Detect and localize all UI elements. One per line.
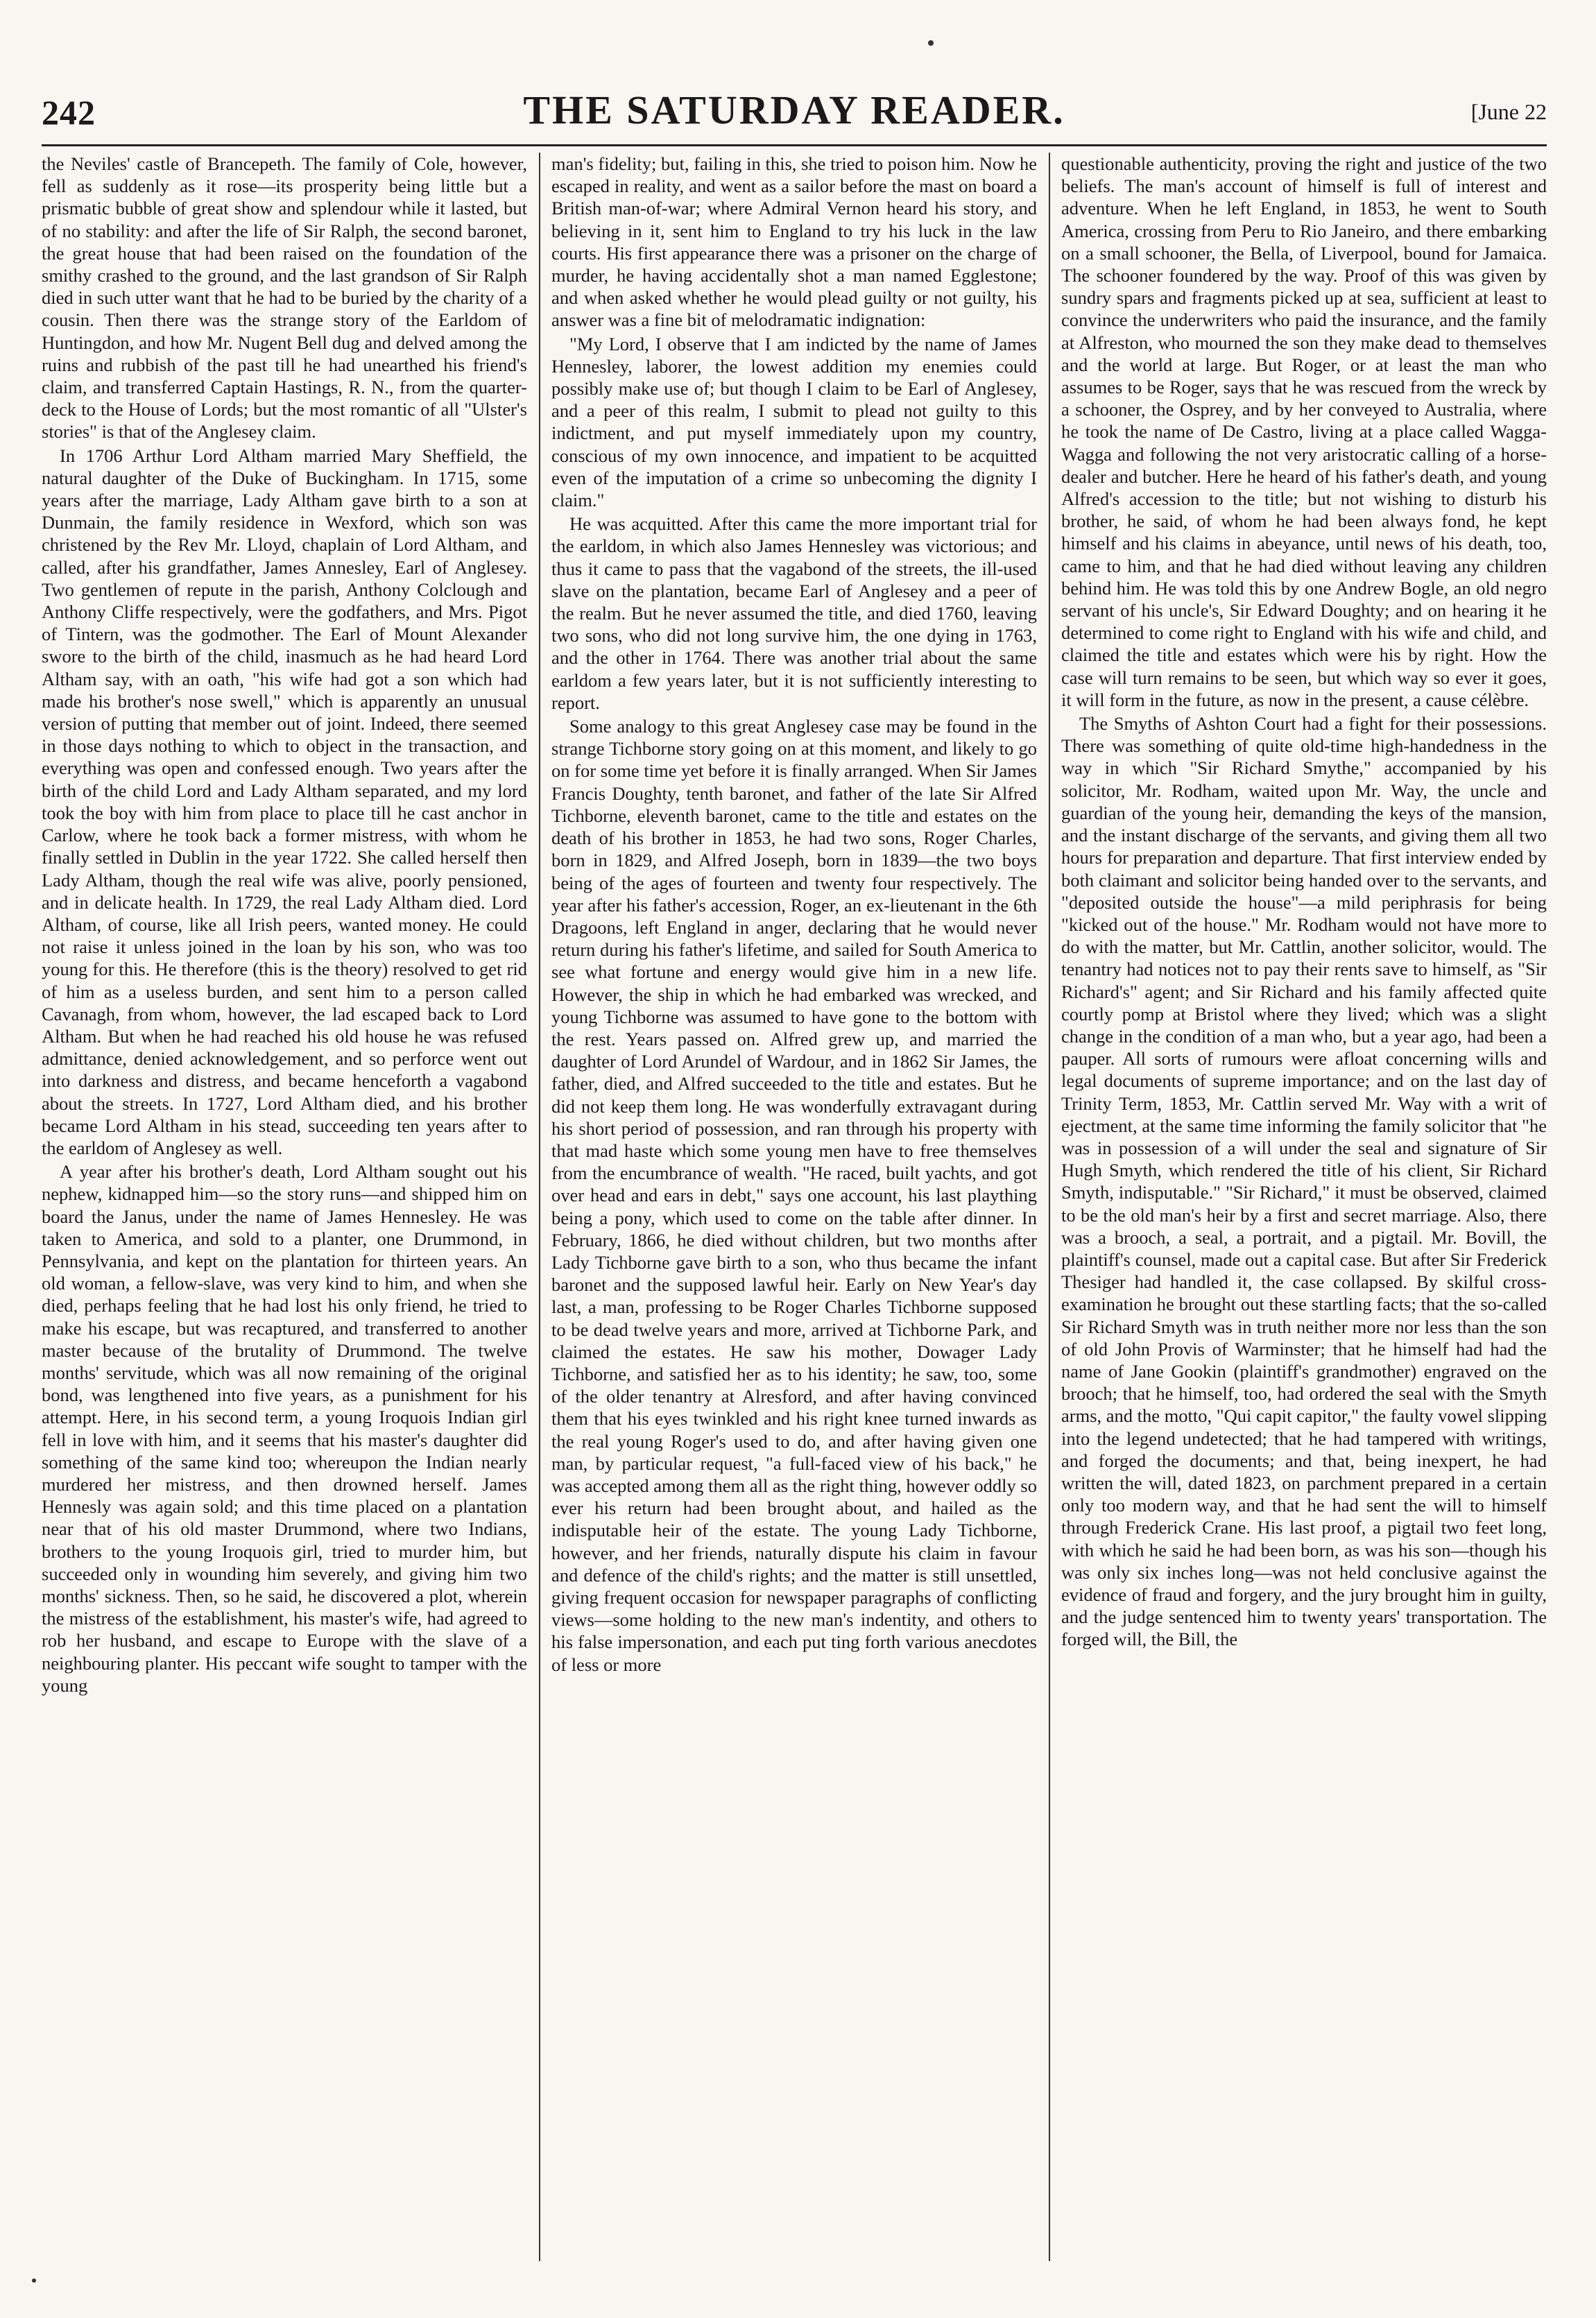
column-divider: [539, 153, 540, 2261]
paragraph: A year after his brother's death, Lord Altham sought out his nephew, kidnapped him—so the story runs—and shipped him on board the Janus, under the name of James Hennesley. He was taken to America, and sold to a planter, one Drummond, in Pennsylvania, and kept on the plantation for thirteen years. An old woman, a fellow-slave, was very kind to him, and when she died, perhaps feeling that he had lost his only friend, he tried to make his escape, but was recaptured, and transferred to another master because of the brutality of Drummond. The twelve months' servitude, which was all now remaining of the original bond, was lengthened into five years, as a punishment for his attempt. Here, in his second term, a young Iroquois Indian girl fell in love with him, and it seems that his master's daughter did something of the same kind too; whereupon the Indian nearly murdered her mistress, and then drowned herself. James Hennesly was again sold; and this time placed on a plantation near that of his old master Drummond, where two Indians, brothers to the young Iroquois girl, tried to murder him, but succeeded only in wounding him severely, and giving him two months' sickness. Then, so he said, he discovered a plot, wherein the mistress of the establishment, his master's wife, had agreed to rob her husband, and escape to Europe with the slave of a neighbouring planter. His peccant wife sought to tamper with the young: [42, 1161, 527, 1696]
column-divider: [1049, 153, 1050, 2261]
column-2: [551, 153, 1037, 2261]
issue-date: [June 22: [1470, 99, 1547, 124]
paragraph: "My Lord, I observe that I am indicted by the name of James Hennesley, laborer, the lowest addition my enemies could possibly make use of; but though I claim to be Earl of Anglesey, and a peer of this realm, I submit to plead not guilty to this indictment, and put myself immediately upon my country, conscious of my own innocence, and impatient to be acquitted even of the imputation of a crime so unbecoming the dignity I claim.": [551, 333, 1037, 511]
paragraph: the Neviles' castle of Brancepeth. The family of Cole, however, fell as suddenly as it rose—its prosperity being little but a prismatic bubble of great show and splendour while it lasted, but of no stability: and after the life of Sir Ralph, the second baronet, the great house that had been raised on the foundation of the smithy crashed to the ground, and the last grandson of Sir Ralph died in such utter want that he had to be buried by the charity of a cousin. Then there was the strange story of the Earldom of Huntingdon, and how Mr. Nugent Bell dug and delved among the ruins and rubbish of the past till he had unearthed his friend's claim, and transferred Captain Hastings, R. N., from the quarter-deck to the House of Lords; but the most romantic of all "Ulster's stories" is that of the Anglesey claim.: [42, 153, 527, 443]
paragraph: In 1706 Arthur Lord Altham married Mary Sheffield, the natural daughter of the Duke of Buckingham. In 1715, some years after the marriage, Lady Altham gave birth to a son at Dunmain, the family residence in Wexford, which son was christened by the Rev Mr. Lloyd, chaplain of Lord Altham, and called, after his grandfather, James Annesley, Earl of Anglesey. Two gentlemen of repute in the parish, Anthony Colclough and Anthony Cliffe respectively, were the godfathers, and Mrs. Pigot of Tintern, was the godmother. The Earl of Mount Alexander swore to the birth of the child, inasmuch as he had heard Lord Altham say, with an oath, "his wife had got a son which had made his brother's nose swell," which is apparently an unusual version of putting that member out of joint. Indeed, there seemed in those days nothing to which to object in the transaction, and everything was open and confessed enough. Two years after the birth of the child Lord and Lady Altham separated, and my lord took the boy with him from place to place till he cast anchor in Carlow, where he took back a former mistress, with whom he finally settled in Dublin in the year 1722. She called herself then Lady Altham, though the real wife was alive, poorly pensioned, and in delicate health. In 1729, the real Lady Altham died. Lord Altham, of course, like all Irish peers, wanted money. He could not raise it unless joined in the loan by his son, who was too young for this. He therefore (this is the theory) resolved to get rid of him as a useless burden, and sent him to a person called Cavanagh, from whom, however, the lad escaped back to Lord Altham. But when he had reached his old house he was refused admittance, denied acknowledgement, and so perforce went out into darkness and distress, and became henceforth a vagabond about the streets. In 1727, Lord Altham died, and his brother became Lord Altham in his stead, succeeding ten years after to the earldom of Anglesey as well.: [42, 445, 527, 1158]
article-body: [42, 153, 1547, 2261]
paragraph: Some analogy to this great Anglesey case may be found in the strange Tichborne story going on at this moment, and likely to go on for some time yet before it is finally arranged. When Sir James Francis Doughty, tenth baronet, and father of the late Sir Alfred Tichborne, eleventh baronet, came to the title and estates on the death of his brother in 1853, he had two sons, Roger Charles, born in 1829, and Alfred Joseph, born in 1839—the two boys being of the ages of fourteen and twenty four respectively. The year after his father's accession, Roger, an ex-lieutenant in the 6th Dragoons, left England in anger, declaring that he would never return during his father's lifetime, and sailed for South America to see what fortune and energy would give him in a new life. However, the ship in which he had embarked was wrecked, and young Tichborne was assumed to have gone to the bottom with the rest. Years passed on. Alfred grew up, and married the daughter of Lord Arundel of Wardour, and in 1862 Sir James, the father, died, and Alfred succeeded to the title and estates. But he did not keep them long. He was wonderfully extravagant during his short period of possession, and ran through his property with that mad haste which some young men have to free themselves from the encumbrance of wealth. "He raced, built yachts, and got over head and ears in debt," says one account, his last plaything being a pony, which used to come on the table after dinner. In February, 1866, he died without children, but two months after Lady Tichborne gave birth to a son, who thus became the infant baronet and the supposed lawful heir. Early on New Year's day last, a man, professing to be Roger Charles Tichborne supposed to be dead twelve years and more, arrived at Tichborne Park, and claimed the estates. He saw his mother, Dowager Lady Tichborne, and satisfied her as to his identity; he saw, too, some of the older tenantry at Alresford, and after having convinced them that his eyes twinkled and his right knee turned inwards as the real young Roger's used to do, and after having given one man, by particular request, "a full-faced view of his back," he was accepted among them all as the right thing, however oddly so ever his return had been brought about, and hailed as the indisputable heir of the estate. The young Lady Tichborne, however, and her friends, naturally dispute his claim in favour and defence of the child's rights; and the matter is still unsettled, giving frequent occasion for newspaper paragraphs of conflicting views—some holding to the new man's indentity, and others to his false impersonation, and each put ting forth various anecdotes of less or more: [551, 716, 1037, 1675]
print-mark: [928, 40, 934, 46]
paragraph: man's fidelity; but, failing in this, she tried to poison him. Now he escaped in reality, and went as a sailor before the mast on board a British man-of-war; where Admiral Vernon heard his story, and believing in it, sent him to England to try his luck in the law courts. His first appearance there was a prisoner on the charge of murder, he having accidentally shot a man named Egglestone; and when asked whether he would plead guilty or not guilty, his answer was a fine bit of melodramatic indignation:: [551, 153, 1037, 331]
column-3: [1061, 153, 1547, 2261]
page-header: [42, 87, 1547, 142]
page-number: 242: [42, 93, 96, 132]
paragraph: questionable authenticity, proving the right and justice of the two beliefs. The man's account of himself is full of interest and adventure. When he left England, in 1853, he went to South America, crossing from Peru to Rio Janeiro, and there embarking on a small schooner, the Bella, of Liverpool, bound for Jamaica. The schooner foundered by the way. Proof of this was given by sundry spars and fragments picked up at sea, sufficient at least to convince the underwriters who paid the insurance, and the family at Alfreston, who mourned the son they make dead to themselves and the world at large. But Roger, or at least the man who assumes to be Roger, says that he was rescued from the wreck by a schooner, the Osprey, and by her conveyed to Australia, where he took the name of De Castro, living at a place called Wagga-Wagga and following the not very aristocratic calling of a horse-dealer and butcher. Here he heard of his father's death, and young Alfred's accession to the title; but not wishing to disturb his brother, he said, of whom he had been always fond, he kept himself and his claims in abeyance, until news of his death, too, came to him, and that he had died without leaving any children behind him. He was told this by one Andrew Bogle, an old negro servant of his uncle's, Sir Edward Doughty; and on hearing it he determined to come right to England with his wife and child, and claimed the title and estates which were his by right. How the case will turn remains to be seen, but which way so ever it goes, it will form in the future, as now in the present, a cause célèbre.: [1061, 153, 1547, 710]
masthead-title: THE SATURDAY READER.: [523, 87, 1065, 132]
header-rule: [42, 144, 1547, 146]
print-mark: [32, 2278, 36, 2283]
paragraph: The Smyths of Ashton Court had a fight for their possessions. There was something of quite old-time high-handedness in the way in which "Sir Richard Smythe," accompanied by his solicitor, Mr. Rodham, waited upon Mr. Way, the uncle and guardian of the young heir, demanding the keys of the mansion, and the instant discharge of the servants, and giving them all two hours for preparation and departure. That first interview ended by both claimant and solicitor being handed over to the servants, and "deposited outside the house"—a mild periphrasis for being "kicked out of the house." Mr. Rodham would not have more to do with the matter, but Mr. Cattlin, another solicitor, would. The tenantry had notices not to pay their rents save to himself, as "Sir Richard's" agent; and Sir Richard and his family affected quite courtly pomp at Bristol where they lived; which was a slight change in the condition of a man who, but a year ago, had been a pauper. All sorts of rumours were afloat concerning wills and legal documents of supreme importance; and on the last day of Trinity Term, 1853, Mr. Cattlin served Mr. Way with a writ of ejectment, at the same time informing the family solicitor that "he was in possession of a will under the seal and signature of Sir Hugh Smyth, which rendered the title of his client, Sir Richard Smyth, indisputable." "Sir Richard," it must be observed, claimed to be the old man's heir by a first and secret marriage. Also, there was a brooch, a seal, a portrait, and a pigtail. Mr. Bovill, the plaintiff's counsel, made out a capital case. But after Sir Frederick Thesiger had handled it, the case collapsed. By skilful cross-examination he brought out these startling facts; that the so-called Sir Richard Smyth was in truth neither more nor less than the son of old John Provis of Warminster; that he himself had had the name of Jane Gookin (plaintiff's grandmother) engraved on the brooch; that he himself, too, had ordered the seal with the Smyth arms, and the motto, "Qui capit capitor," the faulty vowel slipping into the legend undetected; that he had tampered with writings, and forged the documents; and that, being inexpert, he had written the will, dated 1823, on parchment prepared in a certain only too modern way, and that he had sent the will to himself through Frederick Crane. His last proof, a pigtail two feet long, with which he said he had been born, as was his son—though his was only six inches long—was not held conclusive against the evidence of fraud and forgery, and the jury brought him in guilty, and the judge sentenced him to twenty years' transportation. The forged will, the Bill, the: [1061, 713, 1547, 1650]
paragraph: He was acquitted. After this came the more important trial for the earldom, in which also James Hennesley was victorious; and thus it came to pass that the vagabond of the streets, the ill-used slave on the plantation, became Earl of Anglesey and a peer of the realm. But he never assumed the title, and died 1760, leaving two sons, who did not long survive him, the one dying in 1763, and the other in 1764. There was another trial about the same earldom a few years later, but it is not sufficiently interesting to report.: [551, 513, 1037, 713]
column-1: [42, 153, 527, 2261]
